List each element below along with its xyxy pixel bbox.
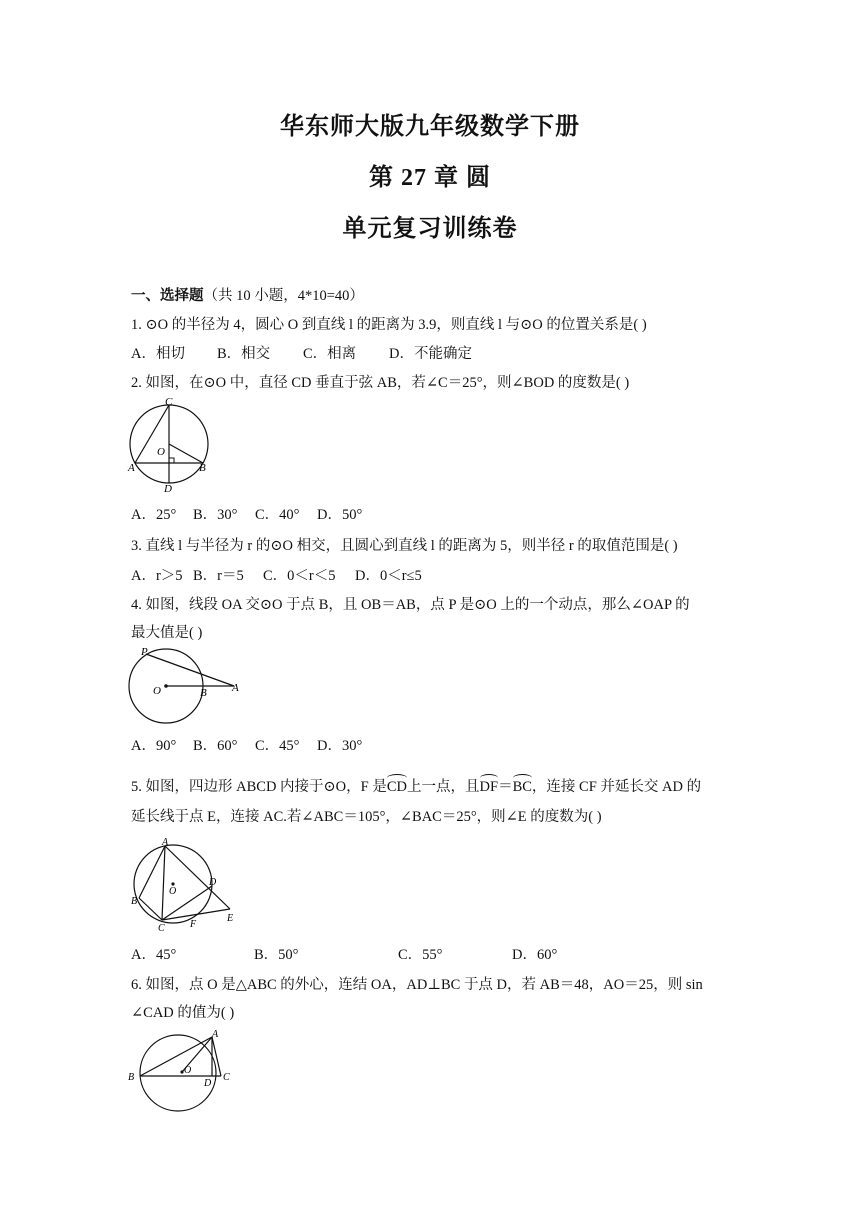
label-d: D — [204, 1078, 212, 1089]
question-6-stem-line-1: 6. 如图，点 O 是△ABC 的外心，连结 OA，AD⊥BC 于点 D，若 AB＝48，AO＝25，则 sin — [131, 977, 703, 993]
question-4-option-b: B．60° — [193, 738, 238, 754]
segment-ab — [139, 846, 165, 898]
question-2-option-b: B．30° — [193, 507, 238, 523]
arc-cd: CD — [386, 779, 408, 795]
segment-ab — [140, 1037, 212, 1076]
question-4-stem-line-1: 4. 如图，线段 OA 交⊙O 于点 B，且 OB＝AB，点 P 是⊙O 上的一个动点，那么∠OAP 的 — [131, 597, 690, 613]
q5-text-part-1: 5. 如图，四边形 ABCD 内接于⊙O，F 是 — [131, 779, 387, 795]
label-d: D — [209, 877, 217, 888]
question-6-stem-line-2: ∠CAD 的值为( ) — [131, 1005, 235, 1021]
label-p: P — [141, 646, 148, 658]
question-1-option-b: B．相交 — [217, 346, 271, 362]
question-4-option-c: C．45° — [255, 738, 300, 754]
question-2-stem: 2. 如图，在⊙O 中，直径 CD 垂直于弦 AB，若∠C＝25°，则∠BOD 的度数是( ) — [131, 375, 630, 391]
label-b: B — [131, 896, 138, 907]
question-5-figure — [126, 832, 246, 932]
q5-text-part-4: ，连接 CF 并延长交 AD 的 — [531, 779, 702, 795]
label-b: B — [200, 687, 207, 699]
label-d: D — [164, 483, 172, 494]
question-2-figure — [126, 394, 216, 494]
center-point — [164, 684, 168, 688]
question-3-option-d: D．0＜r≤5 — [355, 568, 422, 584]
label-o: O — [153, 685, 161, 697]
section-heading — [131, 284, 364, 305]
label-b: B — [128, 1072, 135, 1083]
question-4-option-d: D．30° — [317, 738, 363, 754]
right-angle-mark — [169, 458, 174, 463]
label-o: O — [157, 446, 165, 458]
question-5-option-c: C．55° — [398, 947, 443, 963]
question-1-option-c: C．相离 — [303, 346, 357, 362]
label-c: C — [158, 923, 165, 932]
question-1-option-d: D．不能确定 — [389, 346, 472, 362]
q5-text-part-2: 上一点，且 — [407, 779, 480, 795]
question-3-option-b: B．r＝5 — [193, 568, 244, 584]
question-6-figure — [124, 1026, 239, 1114]
label-a: A — [162, 837, 169, 848]
question-5-option-a: A．45° — [131, 947, 177, 963]
segment-pa — [146, 654, 234, 686]
label-a: A — [128, 462, 135, 474]
section-label: 一、选择题 — [131, 288, 204, 304]
question-1-option-a: A．相切 — [131, 346, 185, 362]
label-b: B — [199, 462, 206, 474]
question-4-stem-line-2: 最大值是( ) — [131, 625, 203, 641]
segment-ac — [212, 1037, 221, 1076]
document-title: 华东师大版九年级数学下册 — [280, 114, 580, 140]
label-e: E — [227, 913, 234, 924]
chapter-title: 第 27 章 圆 — [369, 165, 491, 191]
question-3-option-c: C．0＜r＜5 — [263, 568, 336, 584]
label-o: O — [169, 886, 177, 897]
segment-ae — [165, 846, 230, 909]
question-1-stem: 1. ⊙O 的半径为 4，圆心 O 到直线 l 的距离为 3.9，则直线 l 与⊙O 的位置关系是( ) — [131, 317, 647, 333]
question-3-option-a: A．r＞5 — [131, 568, 183, 584]
document-subtitle: 单元复习训练卷 — [342, 216, 518, 242]
question-3-stem: 3. 直线 l 与半径为 r 的⊙O 相交，且圆心到直线 l 的距离为 5，则半径 r 的取值范围是( ) — [131, 538, 678, 554]
label-c: C — [165, 396, 173, 408]
label-f: F — [190, 919, 197, 930]
section-note: （共 10 小题，4*10=40） — [203, 288, 364, 304]
question-5-stem-line-2: 延长线于点 E，连接 AC.若∠ABC＝105°，∠BAC＝25°，则∠E 的度数为( ) — [131, 809, 602, 825]
question-4-figure — [126, 644, 246, 726]
question-2-option-a: A．25° — [131, 507, 177, 523]
arc-bc: BC — [512, 779, 532, 795]
question-2-option-d: D．50° — [317, 507, 363, 523]
label-a: A — [232, 682, 239, 694]
label-a: A — [212, 1029, 219, 1040]
label-o: O — [184, 1065, 192, 1076]
arc-df: DF — [479, 779, 499, 795]
segment-ac — [162, 846, 165, 920]
question-4-option-a: A．90° — [131, 738, 177, 754]
question-5-option-b: B．50° — [254, 947, 299, 963]
question-5-stem-line-1 — [131, 775, 701, 796]
q5-text-part-3: ＝ — [498, 779, 513, 795]
label-c: C — [223, 1072, 230, 1083]
question-5-option-d: D．60° — [512, 947, 558, 963]
question-2-option-c: C．40° — [255, 507, 300, 523]
